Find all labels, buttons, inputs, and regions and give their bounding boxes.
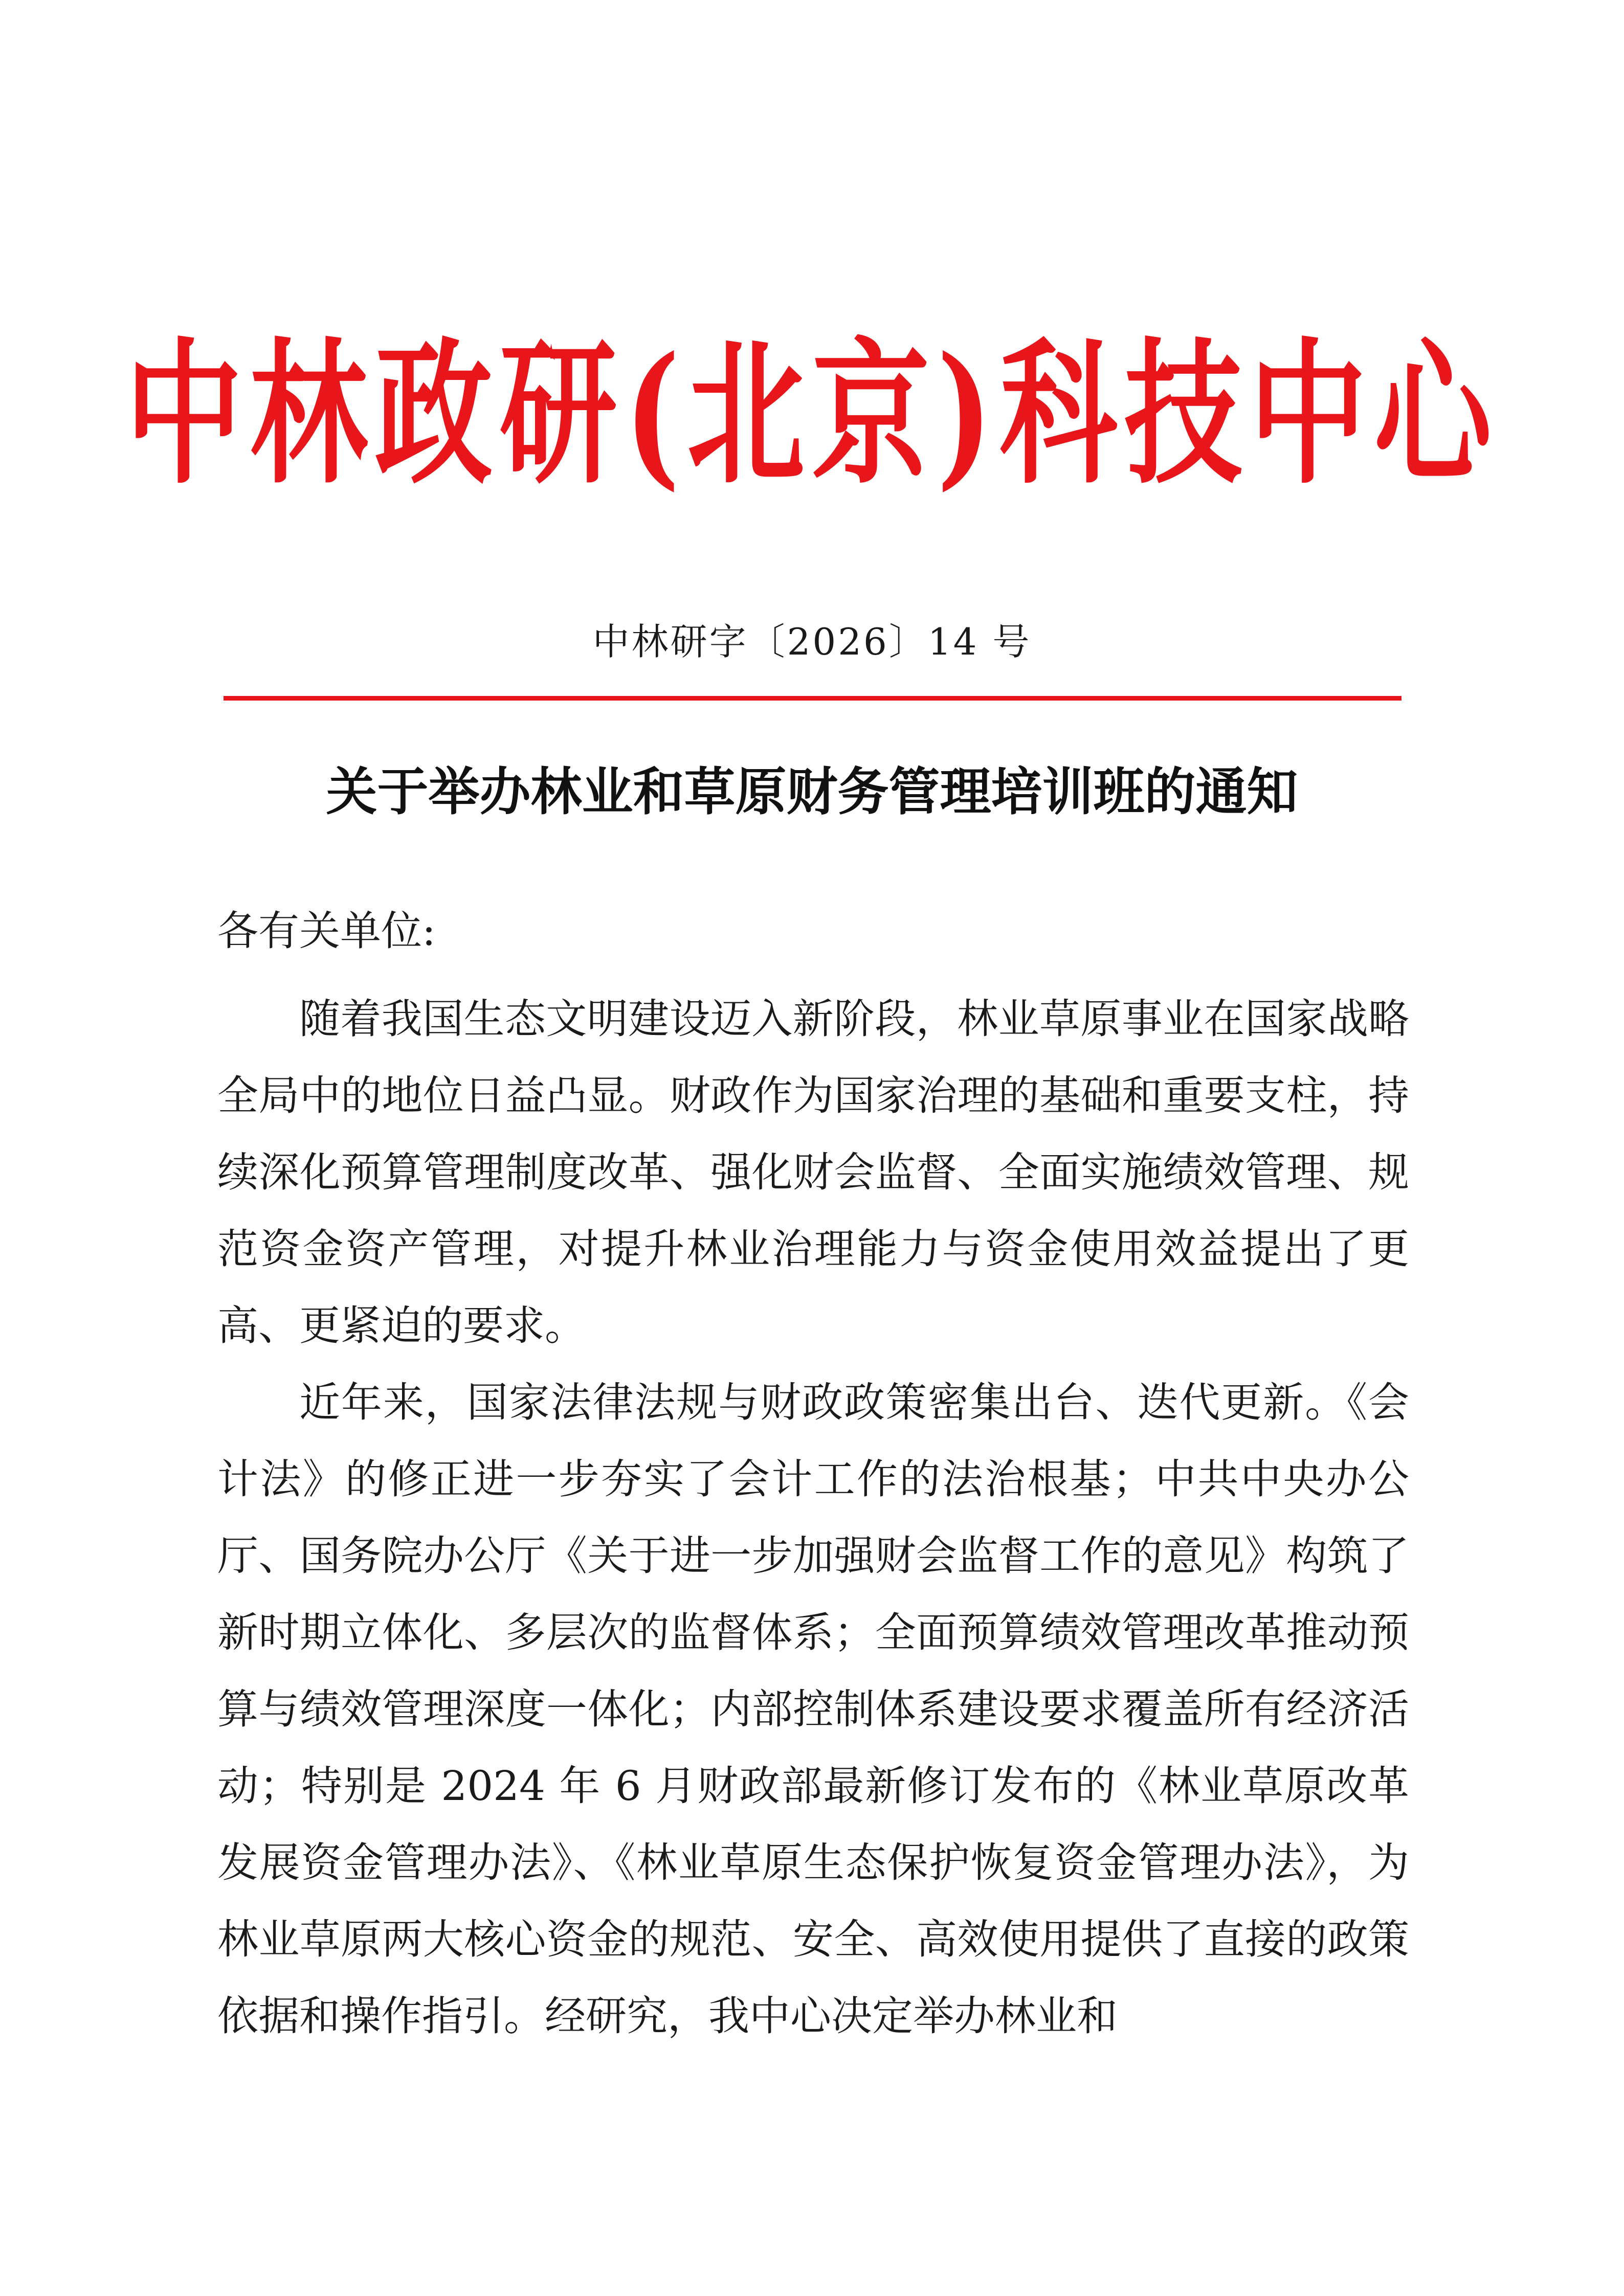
notice-body (217, 981, 1409, 2055)
organization-title: 中林政研(北京)科技中心 (125, 323, 1499, 506)
body-paragraph: 近年来，国家法律法规与财政政策密集出台、迭代更新。《会计法》的修正进一步夯实了会计工作的法治根基；中共中央办公厅、国务院办公厅《关于进一步加强财会监督工作的意见》构筑了新时期立体化、多层次的监督体系；全面预算绩效管理改革推动预算与绩效管理深度一体化；内部控制体系建设要求覆盖所有经济活动；特别是 2024 年 6 月财政部最新修订发布的《林业草原改革发展资金管理办法》、《林业草原生态保护恢复资金管理办法》，为林业草原两大核心资金的规范、安全、高效使用提供了直接的政策依据和操作指引。经研究，我中心决定举办林业和 (217, 1379, 1409, 2040)
body-paragraph: 随着我国生态文明建设迈入新阶段，林业草原事业在国家战略全局中的地位日益凸显。财政作为国家治理的基础和重要支柱，持续深化预算管理制度改革、强化财会监督、全面实施绩效管理、规范资金资产管理，对提升林业治理能力与资金使用效益提出了更高、更紧迫的要求。 (217, 995, 1409, 1349)
notice-title: 关于举办林业和草原财务管理培训班的通知 (326, 761, 1298, 822)
document-number: 中林研字〔2026〕14 号 (592, 620, 1032, 663)
red-header-rule (224, 696, 1401, 701)
salutation: 各有关单位: (217, 907, 436, 955)
